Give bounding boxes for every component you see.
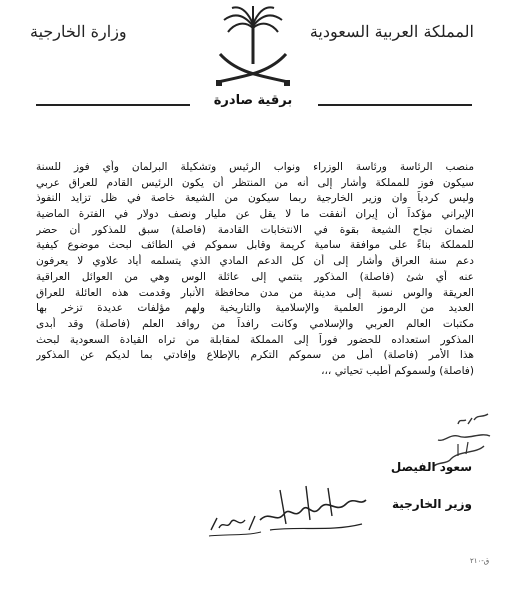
body-line: دعم سنة العراق وأشار إلى أن كل الدعم المادي الذي يتسلمه أياد علاوي لا يعرفون	[36, 255, 474, 268]
body-line: العديد من الرموز العلمية والإسلامية والتاريخية ولهم مؤلفات عديدة تزخر بها	[36, 302, 474, 315]
handwritten-signature	[250, 480, 370, 540]
body-line: عنه أي شئ (فاصلة) المذكور ينتمي إلى عائلة الوس وهي من العوائل العراقية	[36, 270, 474, 283]
body-line: لضمان نجاح الشيعة بقوة في الانتخابات القادمة (فاصلة) سبق للمذكور أن حضر	[36, 223, 474, 236]
body-line: مكتبات العالم العربي والإسلامي وكانت رافداً من روافد العلم (فاصلة) وقد أبدى	[36, 317, 474, 330]
body-line: منصب الرئاسة ورئاسة الوزراء ونواب الرئيس وتشكيلة البرلمان وأي فوز للسنة	[36, 161, 474, 173]
body-line: وليس كردياً وان وزير الخارجية ربما سيكون من الشيعة خاصة في ظل تزايد النفوذ	[36, 192, 474, 205]
signatory-name: سعود الفيصل	[390, 460, 472, 474]
body-line: الإيراني مؤكداً أن إيران أنفقت ما لا يقل عن مليار ونصف دولار في الفترة الماضية	[36, 208, 474, 221]
body-line: سيكون فوز للمملكة وأشار إلى أنه من المنتظر أن يكون الرئيس القادم للعراق عربي	[36, 176, 474, 189]
kingdom-heading: المملكة العربية السعودية	[309, 22, 474, 41]
letter-body	[36, 160, 474, 380]
body-line: العريقة والوس نسبة إلى مدينة من مدن محافظة الأنبار وقدمت هذه العائلة للعراق	[36, 286, 474, 299]
signatory-title: وزير الخارجية	[391, 497, 472, 511]
body-line: هذا الأمر (فاصلة) أمل من سموكم التكرم بالإطلاع وإفادتي بما لديكم عن المذكور	[36, 349, 474, 362]
body-line: المذكور استعداده للحضور فوراً إلى المملكة لمقابلة من تراه القيادة السعودية لبحث	[36, 333, 474, 346]
reference-number: ق-٢١٠	[470, 557, 490, 565]
ministry-heading: وزارة الخارجية	[30, 22, 127, 41]
cable-title: برقية صادرة	[213, 93, 293, 108]
saudi-emblem-icon	[208, 4, 298, 90]
handwritten-date	[205, 508, 265, 540]
body-line: للمملكة بناءً على موافقة سامية كريمة وقابل سموكم في الطائف لبحث موضوع كيفية	[36, 239, 474, 252]
body-line: (فاصلة) ولسموكم أطيب تحياتي ،،،	[321, 364, 474, 377]
